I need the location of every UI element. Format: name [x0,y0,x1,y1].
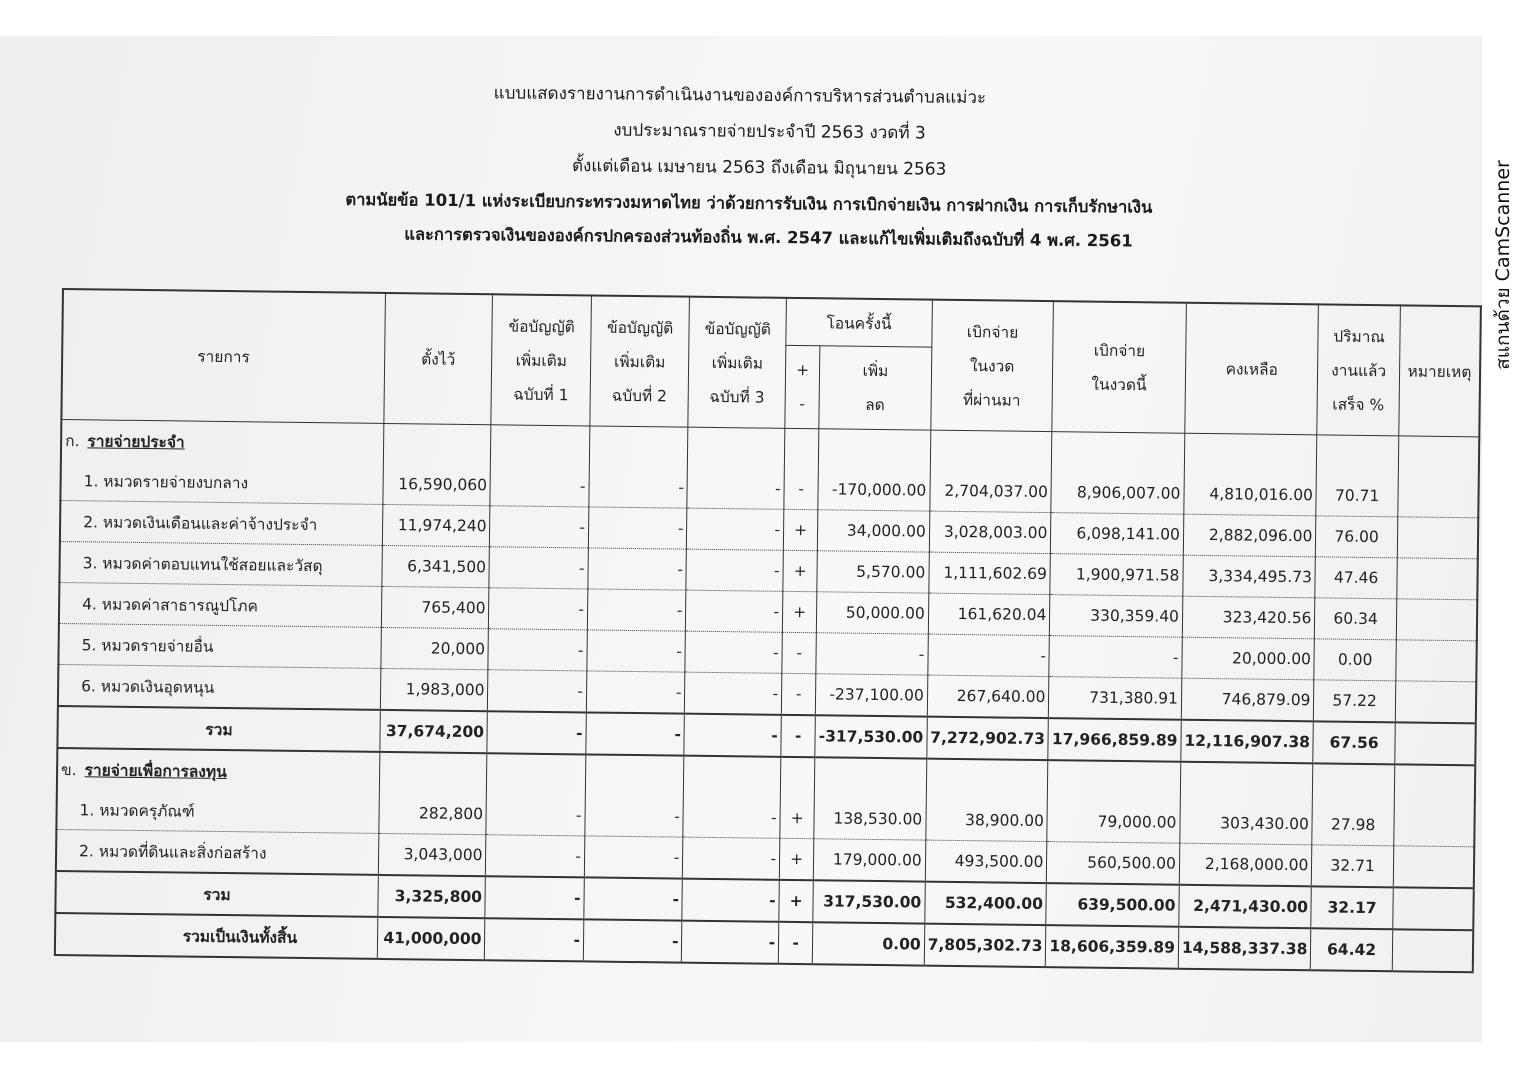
heading-line-2: งบประมาณรายจ่ายประจำปี 2563 งวดที่ 3 [613,120,926,144]
cell-a1: - [488,629,587,671]
cell-transfer: 5,570.00 [817,551,929,593]
cell-a1: - [489,588,588,630]
cell-a3: - [682,921,779,964]
progress-line-3: เสร็จ % [1332,395,1385,414]
cell-curr: 560,500.00 [1047,842,1180,885]
section-title: รายจ่ายประจำ [87,431,185,452]
col-header-item: รายการ [61,289,385,423]
cell-remain: 20,000.00 [1182,637,1315,680]
col-header-amend-1 [491,294,591,426]
cell-curr: 330,359.40 [1050,595,1183,638]
cell-remarks [1395,681,1476,723]
cell-a2: - [587,589,686,631]
cell-budget: 11,974,240 [382,504,490,546]
section-title-cell [57,748,380,793]
col-header-amend-3 [688,297,786,429]
cell-transfer: -170,000.00 [818,469,930,511]
cell-remain: 12,116,907.38 [1181,720,1314,764]
section-title-cell [61,420,384,464]
cell-a1: - [486,835,585,878]
heading-line-4: ตามนัยข้อ 101/1 แห่งระเบียบกระทรวงมหาดไทย ว่าด้วยการรับเงิน การเบิกจ่ายเงิน การฝากเงิน การเก็บรักษาเงิน [345,189,1153,217]
cell-remarks [1392,929,1473,972]
report-table [54,288,1482,973]
col-header-transfer: โอนครั้งนี้ [786,298,932,347]
cell-a2: - [589,466,688,508]
cell-a1: - [490,506,589,548]
empty-cell [684,756,781,798]
cell-pct: 70.71 [1316,475,1398,516]
curr-spent-line-2: ในงวดนี้ [1091,375,1147,394]
cell-prev: 2,704,037.00 [929,471,1051,513]
transfer-add-label: เพิ่ม [862,361,889,381]
amend1-line-2: เพิ่มเติม [515,351,568,370]
curr-spent-line-1: เบิกจ่าย [1093,341,1146,360]
row-label: รวม [57,706,380,752]
cell-sign: + [780,798,815,839]
cell-remarks [1395,722,1476,765]
cell-prev: 161,620.04 [928,593,1050,635]
cell-budget: 3,325,800 [378,875,486,918]
empty-cell [379,752,487,794]
cell-a1: - [485,918,584,961]
cell-a2: - [587,630,686,672]
cell-transfer: 138,530.00 [814,798,926,840]
cell-sign: - [782,632,817,673]
row-label: 4. หมวดค่าสาธารณูปโภค [59,582,382,627]
empty-cell [1313,763,1395,805]
report-heading [58,79,1480,271]
cell-a2: - [585,795,684,837]
empty-cell [1048,760,1181,803]
sign-minus: - [799,395,806,414]
cell-remarks [1397,558,1478,600]
header-row [62,289,1480,354]
cell-prev: 267,640.00 [927,675,1049,718]
cell-a1: - [488,670,587,713]
progress-line-2: งานแล้ว [1331,361,1387,380]
cell-remain: 323,420.56 [1182,596,1315,639]
row-label: 2. หมวดที่ดินและสิ่งก่อสร้าง [56,829,379,874]
empty-cell [1052,432,1185,474]
cell-sign: + [782,591,817,632]
empty-cell [487,753,586,795]
cell-pct: 67.56 [1313,721,1395,764]
empty-cell [1394,764,1475,806]
cell-prev: - [927,634,1049,676]
report-body [55,420,1479,973]
amend1-line-1: ข้อบัญญัติ [508,316,575,336]
cell-prev: 3,028,003.00 [929,511,1051,553]
cell-budget: 41,000,000 [377,917,485,960]
cell-sign: - [781,673,816,715]
cell-transfer: -237,100.00 [815,674,927,717]
cell-transfer: 317,530.00 [813,880,925,923]
cell-remain: 4,810,016.00 [1184,474,1317,516]
empty-cell [491,425,590,467]
cell-remain: 2,882,096.00 [1183,514,1316,557]
cell-budget: 16,590,060 [383,464,491,506]
cell-a2: - [586,671,685,714]
cell-remain: 14,588,337.38 [1178,927,1311,971]
cell-a1: - [489,547,588,589]
cell-sign: + [779,880,814,922]
cell-transfer: 50,000.00 [817,592,929,634]
col-header-transfer-amount [819,346,932,430]
cell-pct: 32.17 [1311,886,1393,929]
amend1-line-3: ฉบับที่ 1 [513,385,569,404]
cell-a2: - [583,919,682,962]
prev-spent-line-1: เบิกจ่าย [966,322,1019,342]
cell-a3: - [686,549,783,591]
cell-pct: 32.71 [1312,845,1394,887]
cell-curr: 731,380.91 [1049,677,1182,720]
cell-a1: - [490,465,589,507]
cell-pct: 27.98 [1312,804,1394,845]
prev-spent-line-3: ที่ผ่านมา [962,390,1021,410]
sign-plus: + [796,360,810,380]
col-header-remaining: คงเหลือ [1185,303,1319,435]
empty-cell [1398,436,1479,477]
row-label: รวมเป็นเงินทั้งสิ้น [55,913,378,959]
cell-a1: - [487,711,586,754]
empty-cell [1184,433,1317,475]
cell-sign: - [778,922,813,964]
report-table-wrap [54,288,1482,973]
cell-remarks [1393,846,1474,888]
row-label: 6. หมวดเงินอุดหนุน [58,664,381,709]
col-header-curr-spent [1052,301,1186,433]
heading-line-5: และการตรวจเงินขององค์กรปกครองส่วนท้องถิ่น พ.ศ. 2547 และแก้ไขเพิ่มเติมถึงฉบับที่ 4 พ.ศ. 2561 [404,224,1133,251]
cell-a1: - [486,794,585,836]
cell-remain: 303,430.00 [1180,803,1313,845]
empty-cell [589,426,688,468]
empty-cell [926,759,1048,801]
empty-cell [1317,435,1399,476]
cell-a2: - [584,877,683,920]
col-header-progress [1317,304,1400,435]
cell-a3: - [686,590,783,632]
empty-cell [585,754,684,796]
cell-budget: 765,400 [381,586,489,628]
cell-a1: - [485,876,584,919]
empty-cell [784,428,819,469]
cell-curr: 18,606,359.89 [1046,925,1179,969]
col-header-remarks: หมายเหตุ [1399,305,1481,436]
cell-remain: 746,879.09 [1181,678,1314,721]
heading-line-1: แบบแสดงรายงานการดำเนินงานขององค์การบริหารส่วนตำบลแม่วะ [493,83,987,109]
cell-curr: - [1049,636,1182,679]
empty-cell [688,427,785,469]
amend3-line-3: ฉบับที่ 3 [709,387,765,407]
empty-cell [383,423,491,465]
row-label: 2. หมวดเงินเดือนและค่าจ้างประจำ [60,500,383,545]
cell-curr: 8,906,007.00 [1051,472,1184,514]
cell-budget: 37,674,200 [380,710,488,753]
cell-budget: 20,000 [381,627,489,669]
cell-a2: - [584,836,683,879]
amend3-line-1: ข้อบัญญัติ [704,319,772,339]
cell-pct: 0.00 [1314,639,1396,681]
row-label: 3. หมวดค่าตอบแทนใช้สอยและวัสดุ [59,541,382,586]
amend2-line-3: ฉบับที่ 2 [611,386,668,405]
cell-curr: 1,900,971.58 [1050,554,1183,597]
progress-line-1: ปริมาณ [1333,327,1385,346]
cell-prev: 493,500.00 [925,840,1047,883]
cell-a3: - [687,508,784,550]
watermark-text: สแกนด้วย CamScanner [1492,160,1514,370]
cell-remarks [1396,640,1477,682]
row-label: 1. หมวดรายจ่ายงบกลาง [60,460,383,504]
scanned-page [0,36,1482,1042]
cell-transfer: - [816,633,928,675]
cell-remarks [1393,887,1474,930]
cell-sign: + [783,509,818,550]
section-prefix: ก. [65,431,80,450]
cell-curr: 639,500.00 [1046,883,1179,927]
cell-pct: 60.34 [1315,598,1397,640]
cell-prev: 7,805,302.73 [924,924,1046,967]
cell-remarks [1398,476,1479,517]
empty-cell [814,757,926,799]
cell-curr: 6,098,141.00 [1051,513,1184,556]
cell-prev: 532,400.00 [924,882,1046,925]
cell-sign: + [779,838,814,880]
cell-a2: - [588,548,687,590]
row-label: รวม [55,871,378,917]
col-header-sign [785,345,820,428]
cell-a3: - [683,797,780,839]
cell-sign: - [781,715,816,757]
cell-a3: - [685,631,782,673]
empty-cell [1180,762,1313,805]
cell-remain: 3,334,495.73 [1183,555,1316,598]
transfer-reduce-label: ลด [865,395,885,415]
empty-cell [818,429,930,471]
cell-a3: - [682,879,779,922]
cell-sign: - [784,469,819,510]
cell-transfer: 179,000.00 [813,839,925,882]
cell-transfer: 34,000.00 [818,510,930,552]
cell-pct: 57.22 [1314,680,1396,722]
cell-a3: - [687,468,784,510]
row-label: 1. หมวดครุภัณฑ์ [56,789,379,833]
cell-remarks [1394,805,1475,846]
amend2-line-1: ข้อบัญญัติ [606,318,674,337]
section-prefix: ข. [61,760,77,779]
empty-cell [780,757,815,798]
cell-remarks [1397,517,1478,559]
empty-cell [930,430,1052,472]
cell-remain: 2,471,430.00 [1179,885,1312,929]
cell-a2: - [586,712,685,755]
cell-prev: 7,272,902.73 [926,717,1048,760]
cell-sign: + [783,550,818,591]
cell-pct: 47.46 [1315,557,1397,599]
cell-budget: 6,341,500 [382,545,490,587]
cell-prev: 1,111,602.69 [928,552,1050,594]
cell-a3: - [684,714,781,757]
cell-pct: 76.00 [1316,516,1398,558]
cell-curr: 79,000.00 [1047,801,1180,843]
cell-pct: 64.42 [1311,928,1393,971]
amend2-line-2: เพิ่มเติม [614,352,666,371]
heading-line-3: ตั้งแต่เดือน เมษายน 2563 ถึงเดือน มิถุนายน 2563 [571,156,947,180]
camscanner-watermark [1488,145,1518,385]
col-header-budget: ตั้งไว้ [384,293,493,425]
cell-prev: 38,900.00 [925,800,1047,842]
cell-transfer: -317,530.00 [815,715,927,758]
col-header-amend-2 [590,295,690,427]
section-title: รายจ่ายเพื่อการลงทุน [84,760,227,781]
cell-budget: 1,983,000 [380,668,488,711]
cell-remarks [1396,599,1477,641]
cell-budget: 282,800 [379,793,487,835]
col-header-prev-spent [930,300,1053,432]
row-label: 5. หมวดรายจ่ายอื่น [58,623,381,668]
cell-budget: 3,043,000 [378,833,486,876]
cell-a3: - [683,837,780,880]
cell-a3: - [685,672,782,715]
prev-spent-line-2: ในงวด [969,356,1015,376]
cell-transfer: 0.00 [812,922,924,965]
amend3-line-2: เพิ่มเติม [711,353,764,373]
cell-remain: 2,168,000.00 [1179,843,1312,886]
cell-a2: - [588,507,687,549]
cell-curr: 17,966,859.89 [1048,718,1181,762]
